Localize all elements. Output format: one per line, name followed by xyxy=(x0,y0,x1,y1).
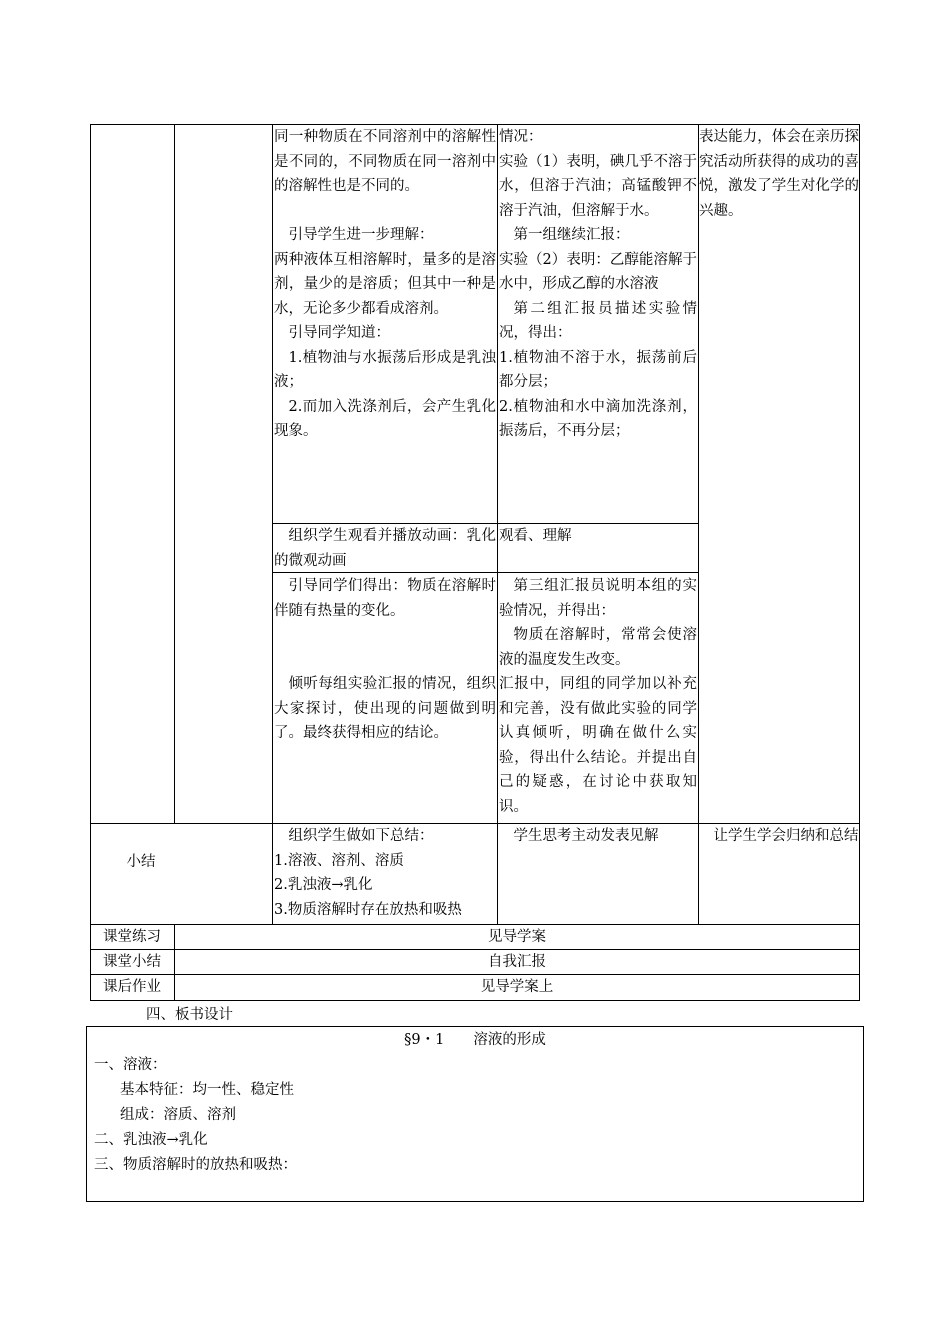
student-text: 1.植物油不溶于水，振荡前后都分层； xyxy=(499,349,697,390)
board-box-bottom xyxy=(86,1201,864,1202)
board-box-right xyxy=(863,1026,864,1202)
student-text: 第三组汇报员说明本组的实验情况，并得出： xyxy=(499,578,697,619)
animation-teacher-cell xyxy=(274,524,496,573)
row-value-class-summary: 自我汇报 xyxy=(488,954,546,970)
design-intent-cell xyxy=(699,125,859,223)
heat-teacher-cell xyxy=(274,574,496,746)
student-text: 物质在溶解时，常常会使溶液的温度发生改变。 xyxy=(499,627,697,668)
teacher-text: 引导同学知道： xyxy=(288,325,390,341)
teacher-text: 引导同学们得出：物质在溶解时伴随有热量的变化。 xyxy=(274,578,496,619)
student-text: 汇报中，同组的同学加以补充和完善，没有做此实验的同学认真倾听，明确在做什么实验，得出什么结论。并提出自己的疑惑，在讨论中获取知识。 xyxy=(499,676,697,815)
student-text: 实验（1）表明，碘几乎不溶于水，但溶于汽油；高锰酸钾不溶于汽油，但溶解于水。 xyxy=(499,153,697,219)
teacher-text: 2.而加入洗涤剂后，会产生乳化现象。 xyxy=(274,398,496,439)
teacher-text: 组织学生做如下总结： xyxy=(288,828,434,844)
row-label-homework: 课后作业 xyxy=(103,979,161,995)
board-line: 二、乳浊液→乳化 xyxy=(94,1132,208,1148)
teacher-text: 倾听每组实验汇报的情况，组织大家探讨，使出现的问题做到明了。最终获得相应的结论。 xyxy=(274,676,496,741)
board-line: 组成：溶质、溶剂 xyxy=(120,1107,236,1123)
student-text: 实验（2）表明：乙醇能溶解于水中，形成乙醇的水溶液 xyxy=(499,251,697,292)
table-bottom-border xyxy=(90,1000,860,1001)
teacher-text: 引导学生进一步理解： xyxy=(288,227,434,243)
student-text: 2.植物油和水中滴加洗涤剂，振荡后，不再分层； xyxy=(499,398,697,439)
board-line: 一、溶液： xyxy=(94,1057,167,1073)
board-line: 基本特征：均一性、稳定性 xyxy=(120,1082,294,1098)
board-line: 三、物质溶解时的放热和吸热： xyxy=(94,1157,297,1173)
student-text: 观看、理解 xyxy=(499,528,572,544)
teacher-text: 同一种物质在不同溶剂中的溶解性是不同的，不同物质在同一溶剂中的溶解性也是不同的。 xyxy=(274,129,496,194)
row-value-practice: 见导学案 xyxy=(488,929,546,945)
column-divider xyxy=(272,124,273,925)
student-text: 第一组继续汇报： xyxy=(513,227,630,243)
summary-teacher-cell xyxy=(274,824,496,922)
board-box-left xyxy=(86,1026,87,1202)
row-label-practice: 课堂练习 xyxy=(103,929,161,945)
student-activity-cell xyxy=(499,125,697,444)
summary-intent-cell xyxy=(699,824,859,849)
intent-text: 让学生学会归纳和总结 xyxy=(713,828,859,844)
table-right-border xyxy=(859,124,860,1001)
teacher-text: 2.乳浊液→乳化 xyxy=(274,877,373,893)
student-text: 情况： xyxy=(499,129,543,145)
animation-student-cell xyxy=(499,524,697,549)
teacher-text: 1.植物油与水振荡后形成是乳浊液； xyxy=(274,349,496,390)
teacher-text: 两种液体互相溶解时，量多的是溶剂，量少的是溶质；但其中一种是水，无论多少都看成溶剂。 xyxy=(274,251,496,317)
board-heading: 四、板书设计 xyxy=(146,1007,233,1023)
column-divider xyxy=(698,124,699,925)
teacher-text: 1.溶液、溶剂、溶质 xyxy=(274,852,404,869)
column-divider xyxy=(497,124,498,925)
teacher-activity-cell xyxy=(274,125,496,444)
row-label-class-summary: 课堂小结 xyxy=(103,954,161,970)
intent-text: 表达能力，体会在亲历探究活动所获得的成功的喜悦，激发了学生对化学的兴趣。 xyxy=(699,129,859,219)
student-text: 学生思考主动发表见解 xyxy=(513,828,659,844)
row-value-homework: 见导学案上 xyxy=(480,979,554,995)
board-title: §9・1 溶液的形成 xyxy=(404,1032,546,1048)
heat-student-cell xyxy=(499,574,697,819)
column-divider xyxy=(174,124,175,824)
teacher-text: 3.物质溶解时存在放热和吸热 xyxy=(274,901,462,918)
board-box-top xyxy=(86,1026,864,1027)
summary-student-cell xyxy=(499,824,697,849)
student-text: 第二组汇报员描述实验情况，得出： xyxy=(499,300,697,341)
summary-label: 小结 xyxy=(126,854,156,870)
teacher-text: 组织学生观看并播放动画：乳化的微观动画 xyxy=(274,528,496,569)
